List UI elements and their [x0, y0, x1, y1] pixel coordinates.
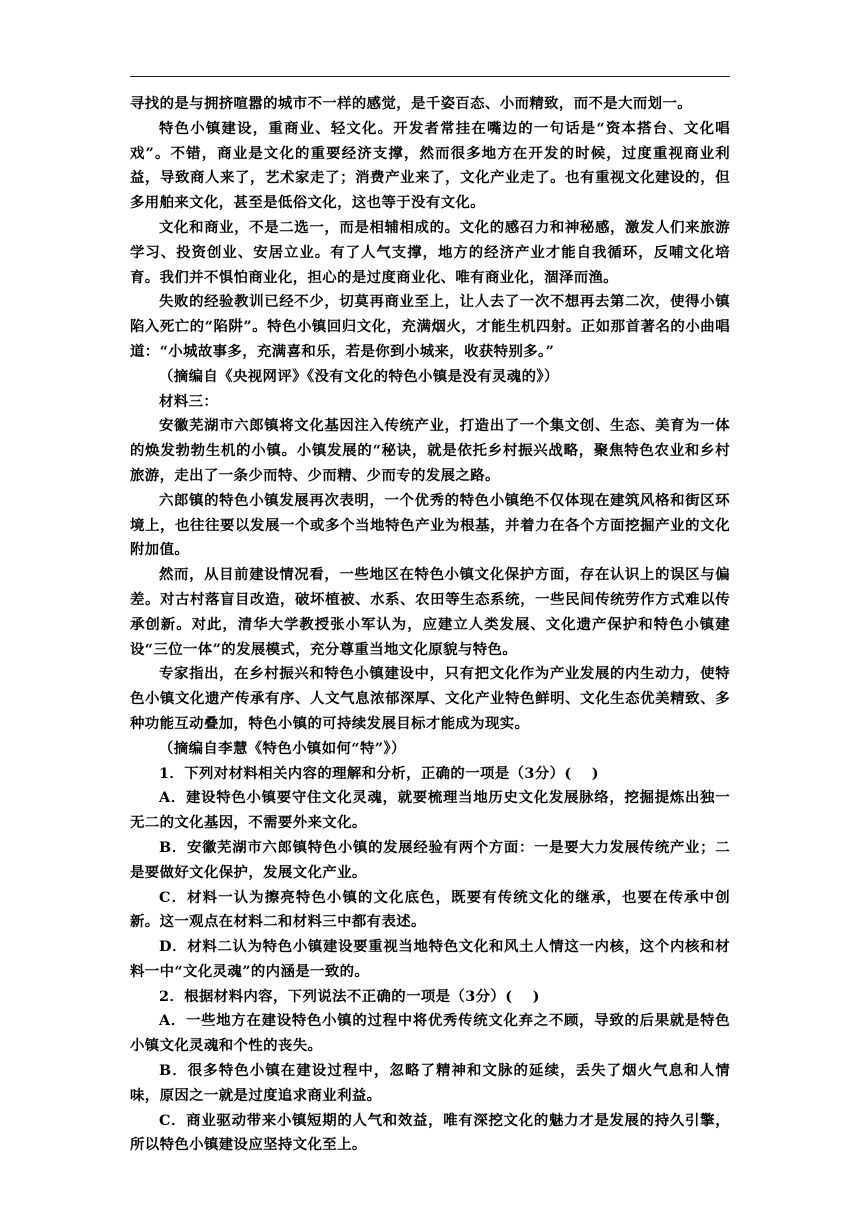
question-option: B．安徽芜湖市六郎镇特色小镇的发展经验有两个方面：一是要大力发展传统产业；二是要做好文化保护，发展文化产业。: [130, 838, 730, 881]
paragraph: 失败的经验教训已经不少，切莫再商业至上，让人去了一次不想再去第二次，使得小镇陷入死亡的“陷阱”。特色小镇回归文化，充满烟火，才能生机四射。正如那首著名的小曲唱道：“小城故事多，充满喜和乐，若是你到小城来，收获特别多。”: [130, 293, 730, 360]
paragraph: 安徽芜湖市六郎镇将文化基因注入传统产业，打造出了一个集文创、生态、美育为一体的焕发勃勃生机的小镇。小镇发展的“秘诀，就是依托乡村振兴战略，聚焦特色农业和乡村旅游，走出了一条少而特、少而精、少而专的发展之路。: [130, 417, 730, 484]
question-option: A．建设特色小镇要守住文化灵魂，就要梳理当地历史文化发展脉络，挖掘提炼出独一无二的文化基因，不需要外来文化。: [130, 789, 730, 832]
paragraph: 寻找的是与拥挤喧嚣的城市不一样的感觉，是千姿百态、小而精致，而不是大而划一。: [130, 95, 693, 112]
source-citation: （摘编自《央视网评》《没有文化的特色小镇是没有灵魂的》）: [159, 367, 559, 385]
paragraph: 然而，从目前建设情况看，一些地区在特色小镇文化保护方面，存在认识上的误区与偏差。对古村落盲目改造，破坏植被、水系、农田等生态系统，一些民间传统劳作方式难以传承创新。对此，清华大学教授张小军认为，应建立人类发展、文化遗产保护和特色小镇建设“三位一体”的发展模式，充分尊重当地文化原貌与特色。: [130, 566, 730, 658]
question-option: C．商业驱动带来小镇短期的人气和效益，唯有深挖文化的魅力才是发展的持久引擎，所以特色小镇建设应坚持文化至上。: [130, 1111, 730, 1154]
question-option: C．材料一认为擦亮特色小镇的文化底色，既要有传统文化的继承，也要在传承中创新。这一观点在材料二和材料三中都有表述。: [130, 888, 730, 931]
paragraph: 专家指出，在乡村振兴和特色小镇建设中，只有把文化作为产业发展的内生动力，使特色小镇文化遗产传承有序、人文气息浓郁深厚、文化产业特色鲜明、文化生态优美精致、多种功能互动叠加，特色小镇的可持续发展目标才能成为现实。: [130, 665, 730, 732]
paragraph: 文化和商业，不是二选一，而是相辅相成的。文化的感召力和神秘感，激发人们来旅游学习、投资创业、安居立业。有了人气支撑，地方的经济产业才能自我循环，反哺文化培育。我们并不惧怕商业化，担心的是过度商业化、唯有商业化，涸泽而渔。: [130, 218, 730, 286]
paragraph: 特色小镇建设，重商业、轻文化。开发者常挂在嘴边的一句话是“资本搭台、文化唱戏”。不错，商业是文化的重要经济支撑，然而很多地方在开发的时候，过度重视商业利益，导致商人来了，艺术家走了；消费产业来了，文化产业走了。也有重视文化建设的，但多用舶来文化，甚至是低俗文化，这也等于没有文化。: [130, 119, 730, 212]
header-rule: [130, 76, 730, 77]
question-option: B．很多特色小镇在建设过程中，忽略了精神和文脉的延续，丢失了烟火气息和人情味，原因之一就是过度追求商业利益。: [130, 1062, 730, 1104]
question-option: D．材料二认为特色小镇建设要重视当地特色文化和风土人情这一内核，这个内核和材料一中“文化灵魂”的内涵是一致的。: [130, 938, 730, 980]
section-heading: 材料三：: [159, 392, 219, 410]
document-body: [130, 92, 730, 1158]
question-stem: 1．下列对材料相关内容的理解和分析，正确的一项是（3分）( ): [159, 764, 600, 782]
question-option: A．一些地方在建设特色小镇的过程中将优秀传统文化弃之不顾，导致的后果就是特色小镇文化灵魂和个性的丧失。: [130, 1012, 730, 1055]
source-citation: （摘编自李慧《特色小镇如何“特”》）: [159, 739, 406, 757]
question-stem: 2．根据材料内容，下列说法不正确的一项是（3分）( ): [159, 987, 540, 1005]
paragraph: 六郎镇的特色小镇发展再次表明，一个优秀的特色小镇绝不仅体现在建筑风格和街区环境上，也往往要以发展一个或多个当地特色产业为根基，并着力在各个方面挖掘产业的文化附加值。: [130, 491, 730, 559]
